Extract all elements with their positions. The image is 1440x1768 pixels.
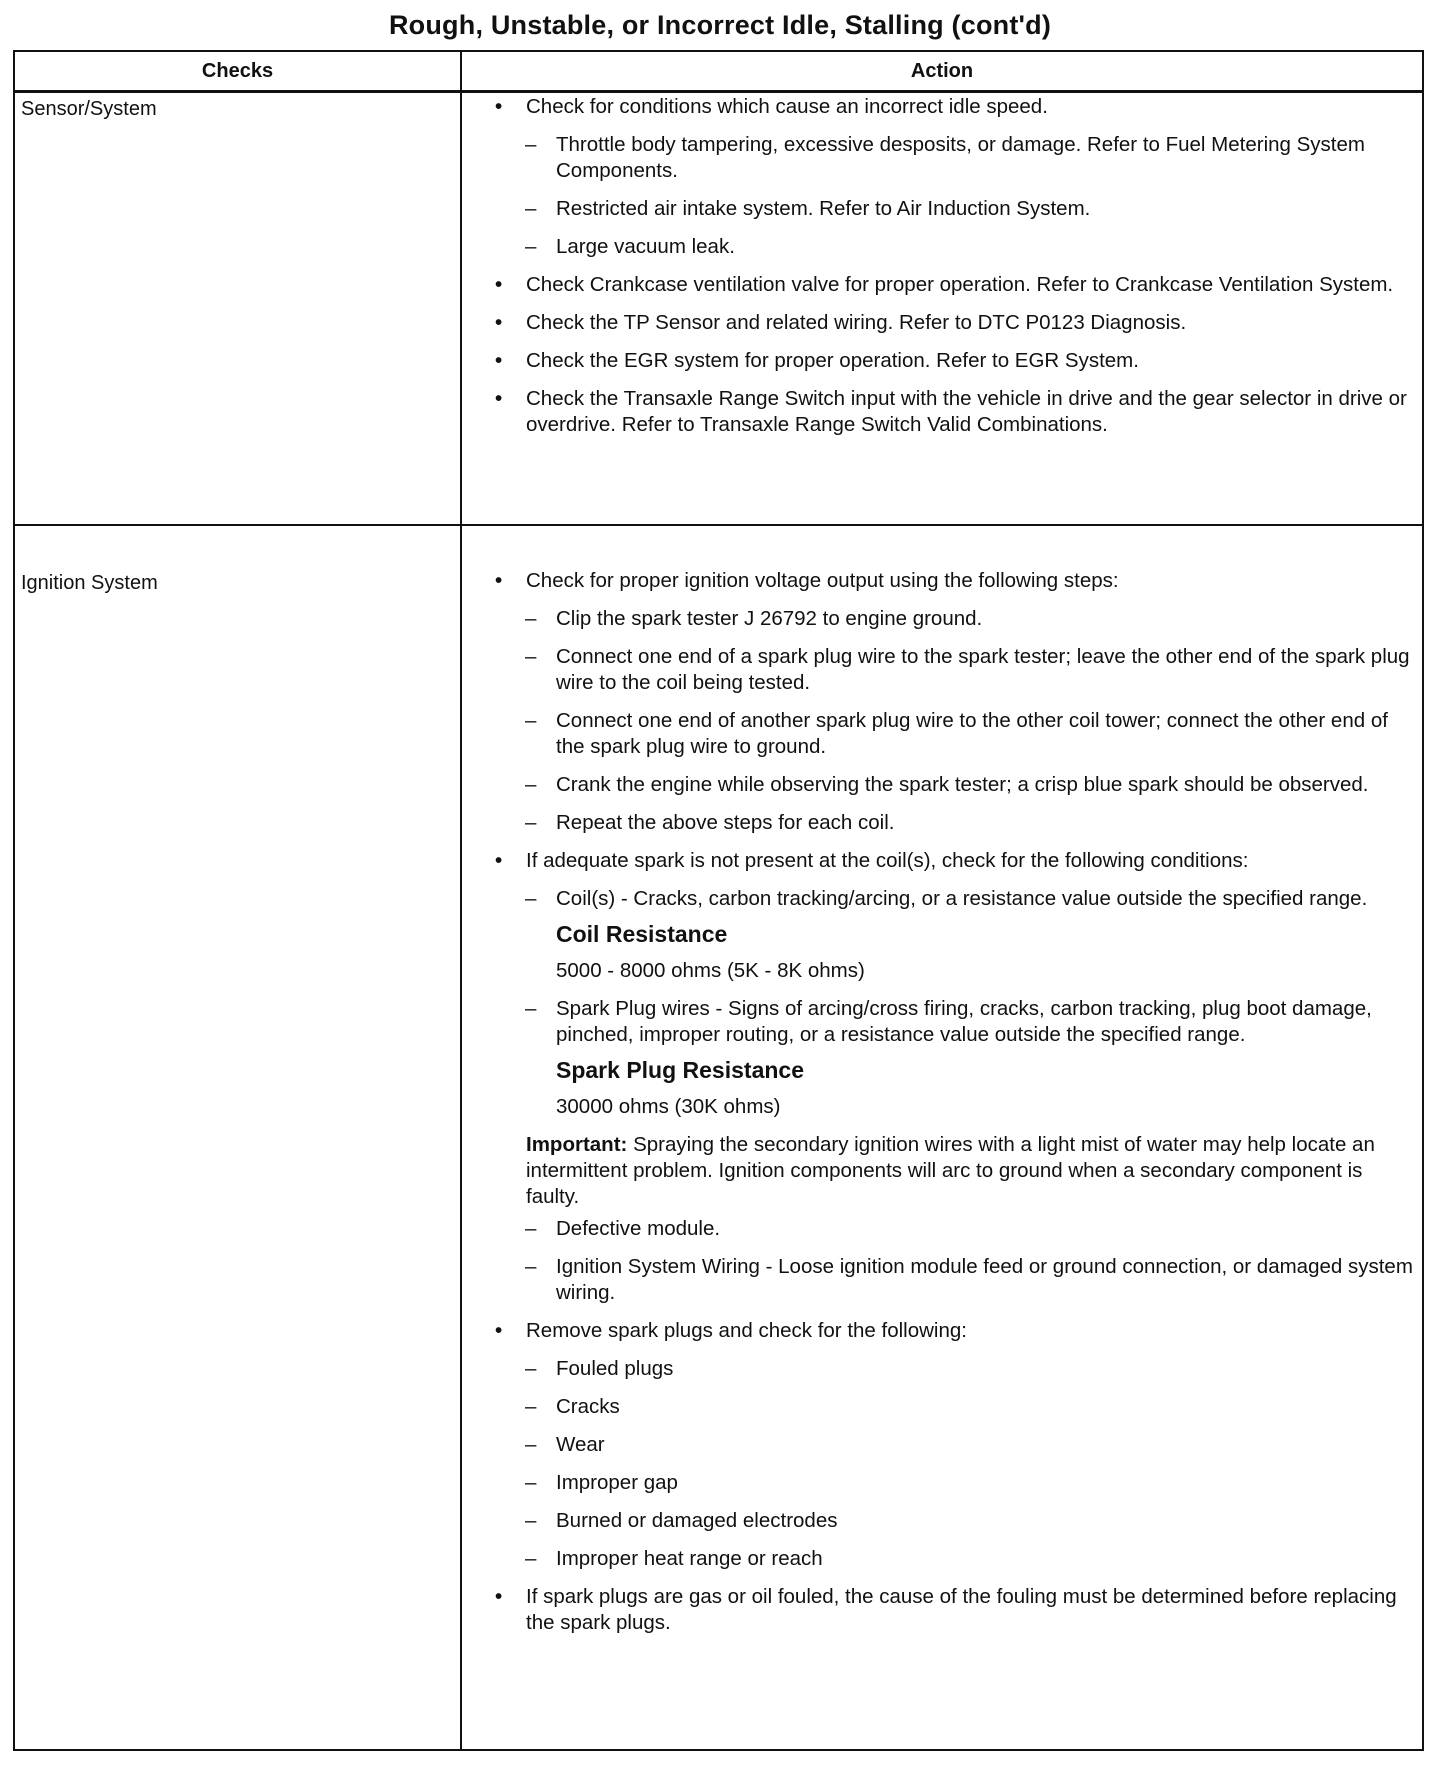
action-bullet: • Check the EGR system for proper operation. Refer to EGR System. bbox=[495, 349, 1139, 372]
action-bullet: • Remove spark plugs and check for the following: bbox=[495, 1319, 967, 1342]
coil-resistance-value: 5000 - 8000 ohms (5K - 8K ohms) bbox=[556, 959, 865, 982]
dash-icon: – bbox=[525, 645, 537, 668]
bullet-icon: • bbox=[495, 349, 503, 372]
action-subitem: – Wear bbox=[525, 1433, 605, 1456]
bullet-icon: • bbox=[495, 95, 503, 118]
action-bullet: • If spark plugs are gas or oil fouled, the cause of the fouling must be determined before replacing the spark plugs. bbox=[495, 1585, 1397, 1634]
spark-plug-resistance-value: 30000 ohms (30K ohms) bbox=[556, 1095, 781, 1118]
action-cell-sensor-system bbox=[493, 94, 1413, 450]
dash-icon: – bbox=[525, 197, 537, 220]
bullet-icon: • bbox=[495, 273, 503, 296]
action-subitem: – Burned or damaged electrodes bbox=[525, 1509, 838, 1532]
action-subitem: – Repeat the above steps for each coil. bbox=[525, 811, 895, 834]
important-label: Important: bbox=[526, 1133, 628, 1156]
action-subitem: – Ignition System Wiring - Loose ignition module feed or ground connection, or damaged system wiring. bbox=[525, 1255, 1413, 1304]
column-divider bbox=[460, 52, 462, 1749]
action-subitem: – Connect one end of another spark plug wire to the other coil tower; connect the other end of the spark plug wire to ground. bbox=[525, 709, 1388, 758]
bullet-icon: • bbox=[495, 569, 503, 592]
action-bullet: • Check the Transaxle Range Switch input with the vehicle in drive and the gear selector in drive or overdrive. Refer to Transaxle Range Switch Valid Combinations. bbox=[495, 387, 1407, 436]
action-bullet: • Check for conditions which cause an incorrect idle speed. bbox=[495, 95, 1048, 118]
dash-icon: – bbox=[525, 887, 537, 910]
action-subitem: – Clip the spark tester J 26792 to engine ground. bbox=[525, 607, 983, 630]
page-title: Rough, Unstable, or Incorrect Idle, Stalling (cont'd) bbox=[388, 10, 1052, 40]
bullet-icon: • bbox=[495, 387, 503, 410]
dash-icon: – bbox=[525, 1255, 537, 1278]
dash-icon: – bbox=[525, 133, 537, 156]
bullet-icon: • bbox=[495, 1319, 503, 1342]
action-subitem: – Restricted air intake system. Refer to Air Induction System. bbox=[525, 197, 1091, 220]
action-subitem: – Large vacuum leak. bbox=[525, 235, 735, 258]
action-subitem: – Cracks bbox=[525, 1395, 620, 1418]
bullet-icon: • bbox=[495, 849, 503, 872]
dash-icon: – bbox=[525, 1395, 537, 1418]
action-subitem: – Improper gap bbox=[525, 1471, 678, 1494]
bullet-icon: • bbox=[495, 1585, 503, 1608]
diagnostic-table bbox=[13, 50, 1424, 1751]
dash-icon: – bbox=[525, 997, 537, 1020]
dash-icon: – bbox=[525, 1471, 537, 1494]
dash-icon: – bbox=[525, 1357, 537, 1380]
action-cell-ignition-system bbox=[493, 568, 1413, 1648]
action-subitem: – Fouled plugs bbox=[525, 1357, 674, 1380]
action-bullet: • Check the TP Sensor and related wiring. Refer to DTC P0123 Diagnosis. bbox=[495, 311, 1187, 334]
dash-icon: – bbox=[525, 1433, 537, 1456]
dash-icon: – bbox=[525, 1547, 537, 1570]
action-subitem: – Defective module. bbox=[525, 1217, 721, 1240]
dash-icon: – bbox=[525, 235, 537, 258]
dash-icon: – bbox=[525, 1509, 537, 1532]
action-bullet: • Check for proper ignition voltage output using the following steps: bbox=[495, 569, 1119, 592]
action-column-header: Action bbox=[910, 60, 974, 82]
spark-plug-resistance-heading: Spark Plug Resistance bbox=[556, 1057, 804, 1083]
dash-icon: – bbox=[525, 1217, 537, 1240]
important-note: Important: Spraying the secondary ignition wires with a light mist of water may help locate an intermittent problem. Ignition components will arc to ground when a secondary component is faulty. bbox=[526, 1133, 1375, 1208]
dash-icon: – bbox=[525, 709, 537, 732]
action-subitem: – Spark Plug wires - Signs of arcing/cross firing, cracks, carbon tracking, plug boot damage, pinched, improper routing, or a resistance value outside the specified range. bbox=[525, 997, 1372, 1046]
dash-icon: – bbox=[525, 607, 537, 630]
action-subitem: – Throttle body tampering, excessive desposits, or damage. Refer to Fuel Metering System Components. bbox=[525, 133, 1365, 182]
action-subitem: – Improper heat range or reach bbox=[525, 1547, 823, 1570]
coil-resistance-heading: Coil Resistance bbox=[556, 921, 728, 947]
action-subitem: – Connect one end of a spark plug wire to the spark tester; leave the other end of the spark plug wire to the coil being tested. bbox=[525, 645, 1410, 694]
action-bullet: • Check Crankcase ventilation valve for proper operation. Refer to Crankcase Ventilation System. bbox=[495, 273, 1394, 296]
table-header bbox=[15, 52, 1422, 93]
action-subitem: – Coil(s) - Cracks, carbon tracking/arcing, or a resistance value outside the specified range. bbox=[525, 887, 1368, 910]
dash-icon: – bbox=[525, 811, 537, 834]
bullet-icon: • bbox=[495, 311, 503, 334]
check-cell-sensor-system: Sensor/System bbox=[21, 98, 157, 120]
action-bullet: • If adequate spark is not present at the coil(s), check for the following conditions: bbox=[495, 849, 1249, 872]
action-subitem: – Crank the engine while observing the spark tester; a crisp blue spark should be observed. bbox=[525, 773, 1369, 796]
check-cell-ignition-system: Ignition System bbox=[21, 572, 158, 594]
row-divider bbox=[15, 524, 1422, 526]
checks-column-header: Checks bbox=[201, 60, 274, 82]
dash-icon: – bbox=[525, 773, 537, 796]
